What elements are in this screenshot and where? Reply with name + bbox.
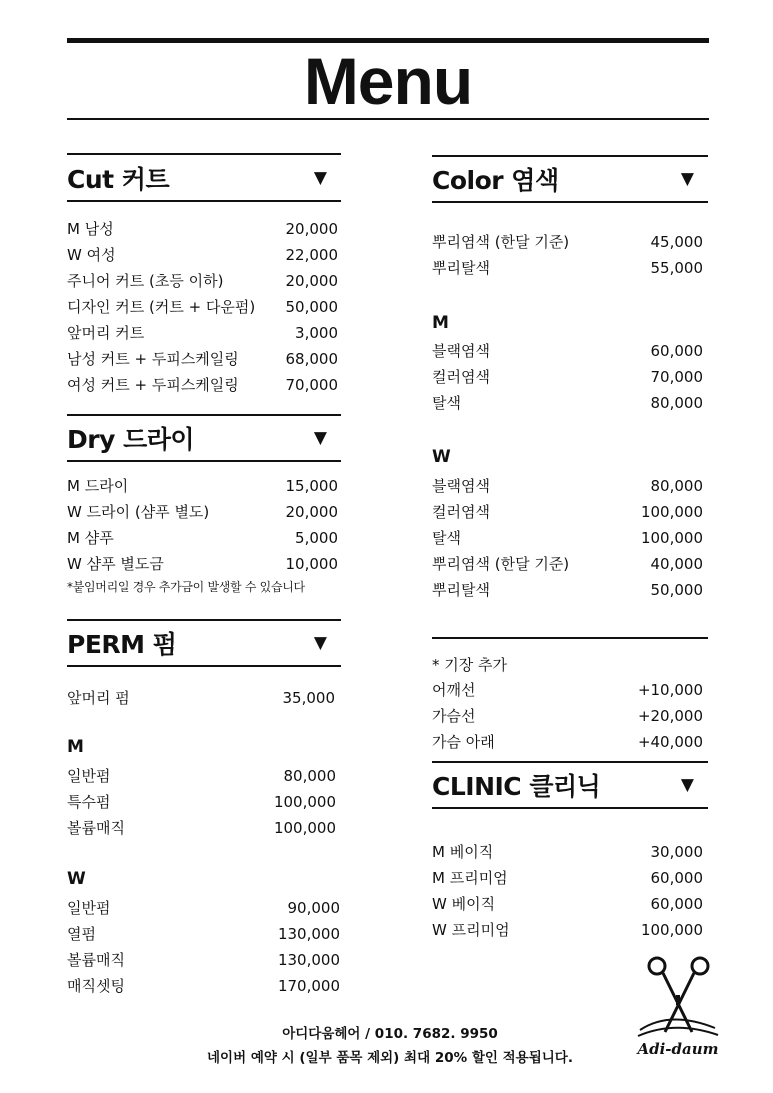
item-price: 30,000 bbox=[650, 843, 703, 861]
item-name: 일반펌 bbox=[67, 899, 111, 917]
menu-item-row bbox=[432, 390, 703, 416]
menu-item-row bbox=[432, 525, 703, 551]
item-price: 60,000 bbox=[650, 869, 703, 887]
clinic-section-title: CLINIC 클리닉 bbox=[432, 772, 601, 801]
item-name: 가슴 아래 bbox=[432, 733, 495, 751]
item-name: 탈색 bbox=[432, 394, 461, 412]
item-price: 55,000 bbox=[650, 259, 703, 277]
dropdown-arrow-icon[interactable]: ▼ bbox=[680, 169, 694, 189]
item-name: M 남성 bbox=[67, 220, 114, 238]
item-name: M 샴푸 bbox=[67, 529, 114, 547]
menu-item-row bbox=[432, 255, 703, 281]
footer-contact: 아디다움헤어 / 010. 7682. 9950 bbox=[282, 1026, 498, 1042]
item-price: 90,000 bbox=[287, 899, 340, 917]
item-name: 열펌 bbox=[67, 925, 96, 943]
perm-section-header[interactable] bbox=[67, 619, 341, 667]
menu-item-row bbox=[67, 947, 340, 973]
item-name: 블랙염색 bbox=[432, 477, 490, 495]
item-price: +40,000 bbox=[637, 733, 703, 751]
item-price: 35,000 bbox=[282, 689, 335, 707]
menu-item-row bbox=[67, 973, 340, 999]
item-price: 100,000 bbox=[273, 819, 336, 837]
item-price: 3,000 bbox=[295, 324, 338, 342]
item-price: 100,000 bbox=[640, 921, 703, 939]
item-price: 80,000 bbox=[650, 477, 703, 495]
menu-item-row bbox=[67, 268, 338, 294]
menu-item-row bbox=[67, 763, 336, 789]
item-name: 블랙염색 bbox=[432, 342, 490, 360]
menu-item-row bbox=[67, 216, 338, 242]
perm-bangs-row bbox=[67, 685, 335, 711]
menu-item-row bbox=[432, 499, 703, 525]
item-price: 70,000 bbox=[650, 368, 703, 386]
menu-item-row bbox=[432, 364, 703, 390]
perm-section-title: PERM 펌 bbox=[67, 630, 177, 659]
clinic-section-header[interactable] bbox=[432, 761, 708, 809]
item-name: W 프리미엄 bbox=[432, 921, 510, 939]
item-price: 80,000 bbox=[283, 767, 336, 785]
logo-text: Adi-daum bbox=[637, 1040, 719, 1058]
item-name: 뿌리탈색 bbox=[432, 259, 490, 277]
item-name: 매직셋팅 bbox=[67, 977, 125, 995]
title-divider bbox=[67, 118, 709, 120]
menu-item-row bbox=[67, 294, 338, 320]
item-name: 볼륨매직 bbox=[67, 819, 125, 837]
item-name: W 샴푸 별도금 bbox=[67, 555, 164, 573]
menu-item-row bbox=[432, 229, 703, 255]
item-price: +10,000 bbox=[637, 681, 703, 699]
item-name: M 베이직 bbox=[432, 843, 494, 861]
menu-item-row bbox=[432, 703, 703, 729]
item-price: 15,000 bbox=[285, 477, 338, 495]
item-name: W 드라이 (샴푸 별도) bbox=[67, 503, 210, 521]
length-title bbox=[432, 652, 703, 678]
item-price: 10,000 bbox=[285, 555, 338, 573]
item-name: W 여성 bbox=[67, 246, 116, 264]
dropdown-arrow-icon[interactable]: ▼ bbox=[313, 167, 327, 188]
item-price: 20,000 bbox=[285, 220, 338, 238]
menu-item-row bbox=[432, 473, 703, 499]
item-name: 일반펌 bbox=[67, 767, 111, 785]
item-price: 50,000 bbox=[650, 581, 703, 599]
item-name: 컬러염색 bbox=[432, 503, 490, 521]
item-price: 50,000 bbox=[285, 298, 338, 316]
item-price: 68,000 bbox=[285, 350, 338, 368]
menu-item-row bbox=[432, 839, 703, 865]
item-price: 22,000 bbox=[285, 246, 338, 264]
color-w-label: W bbox=[432, 447, 451, 467]
menu-item-row bbox=[432, 917, 703, 943]
item-name: 앞머리 펌 bbox=[67, 689, 130, 707]
item-price: 5,000 bbox=[295, 529, 338, 547]
perm-m-label: M bbox=[67, 737, 84, 757]
item-name: W 베이직 bbox=[432, 895, 496, 913]
item-price: 60,000 bbox=[650, 342, 703, 360]
item-name: 볼륨매직 bbox=[67, 951, 125, 969]
menu-item-row bbox=[67, 525, 338, 551]
menu-item-row bbox=[432, 729, 703, 755]
color-section-header[interactable] bbox=[432, 155, 708, 203]
menu-item-row bbox=[432, 551, 703, 577]
item-price: 20,000 bbox=[285, 503, 338, 521]
item-name: M 드라이 bbox=[67, 477, 129, 495]
dropdown-arrow-icon[interactable]: ▼ bbox=[680, 775, 694, 795]
footer-discount: 네이버 예약 시 (일부 품목 제외) 최대 20% 할인 적용됩니다. bbox=[207, 1050, 573, 1066]
item-name: 뿌리염색 (한달 기준) bbox=[432, 555, 570, 573]
item-price: 60,000 bbox=[650, 895, 703, 913]
item-price: 100,000 bbox=[273, 793, 336, 811]
item-name: 컬러염색 bbox=[432, 368, 490, 386]
dry-note: *붙임머리일 경우 추가금이 발생할 수 있습니다 bbox=[67, 580, 305, 594]
item-name: 뿌리염색 (한달 기준) bbox=[432, 233, 570, 251]
item-price: 170,000 bbox=[277, 977, 340, 995]
menu-item-row bbox=[67, 551, 338, 577]
cut-section-header[interactable] bbox=[67, 153, 341, 202]
menu-item-row bbox=[67, 242, 338, 268]
perm-w-label: W bbox=[67, 869, 86, 889]
item-price: 45,000 bbox=[650, 233, 703, 251]
dry-section-title: Dry 드라이 bbox=[67, 425, 195, 454]
item-name: 가슴선 bbox=[432, 707, 476, 725]
item-name: 여성 커트 + 두피스케일링 bbox=[67, 376, 239, 394]
length-divider bbox=[432, 637, 708, 639]
dropdown-arrow-icon[interactable]: ▼ bbox=[313, 633, 327, 653]
item-price: 130,000 bbox=[277, 951, 340, 969]
menu-item-row bbox=[67, 320, 338, 346]
menu-item-row bbox=[67, 895, 340, 921]
item-price: +20,000 bbox=[637, 707, 703, 725]
item-name: 어깨선 bbox=[432, 681, 476, 699]
menu-item-row bbox=[432, 677, 703, 703]
item-name: 탈색 bbox=[432, 529, 461, 547]
dry-section-header[interactable] bbox=[67, 414, 341, 462]
length-title-text: * 기장 추가 bbox=[432, 656, 507, 674]
item-price: 40,000 bbox=[650, 555, 703, 573]
menu-item-row bbox=[67, 473, 338, 499]
item-name: 앞머리 커트 bbox=[67, 324, 145, 342]
menu-item-row bbox=[67, 815, 336, 841]
item-name: 남성 커트 + 두피스케일링 bbox=[67, 350, 239, 368]
item-name: 뿌리탈색 bbox=[432, 581, 490, 599]
item-name: M 프리미엄 bbox=[432, 869, 508, 887]
menu-item-row bbox=[67, 789, 336, 815]
menu-item-row bbox=[432, 865, 703, 891]
color-section-title: Color 염색 bbox=[432, 166, 559, 195]
item-price: 100,000 bbox=[640, 503, 703, 521]
menu-item-row bbox=[67, 499, 338, 525]
menu-item-row bbox=[67, 372, 338, 398]
item-price: 70,000 bbox=[285, 376, 338, 394]
dropdown-arrow-icon[interactable]: ▼ bbox=[313, 428, 327, 448]
menu-item-row bbox=[432, 577, 703, 603]
item-name: 디자인 커트 (커트 + 다운펌) bbox=[67, 298, 256, 316]
menu-item-row bbox=[67, 346, 338, 372]
menu-item-row bbox=[432, 338, 703, 364]
item-name: 주니어 커트 (초등 이하) bbox=[67, 272, 224, 290]
page-title: Menu bbox=[303, 44, 473, 118]
cut-section-title: Cut 커트 bbox=[67, 164, 170, 194]
item-price: 100,000 bbox=[640, 529, 703, 547]
color-m-label: M bbox=[432, 313, 449, 333]
menu-item-row bbox=[432, 891, 703, 917]
item-price: 130,000 bbox=[277, 925, 340, 943]
item-price: 80,000 bbox=[650, 394, 703, 412]
item-name: 특수펌 bbox=[67, 793, 111, 811]
menu-item-row bbox=[67, 921, 340, 947]
item-price: 20,000 bbox=[285, 272, 338, 290]
